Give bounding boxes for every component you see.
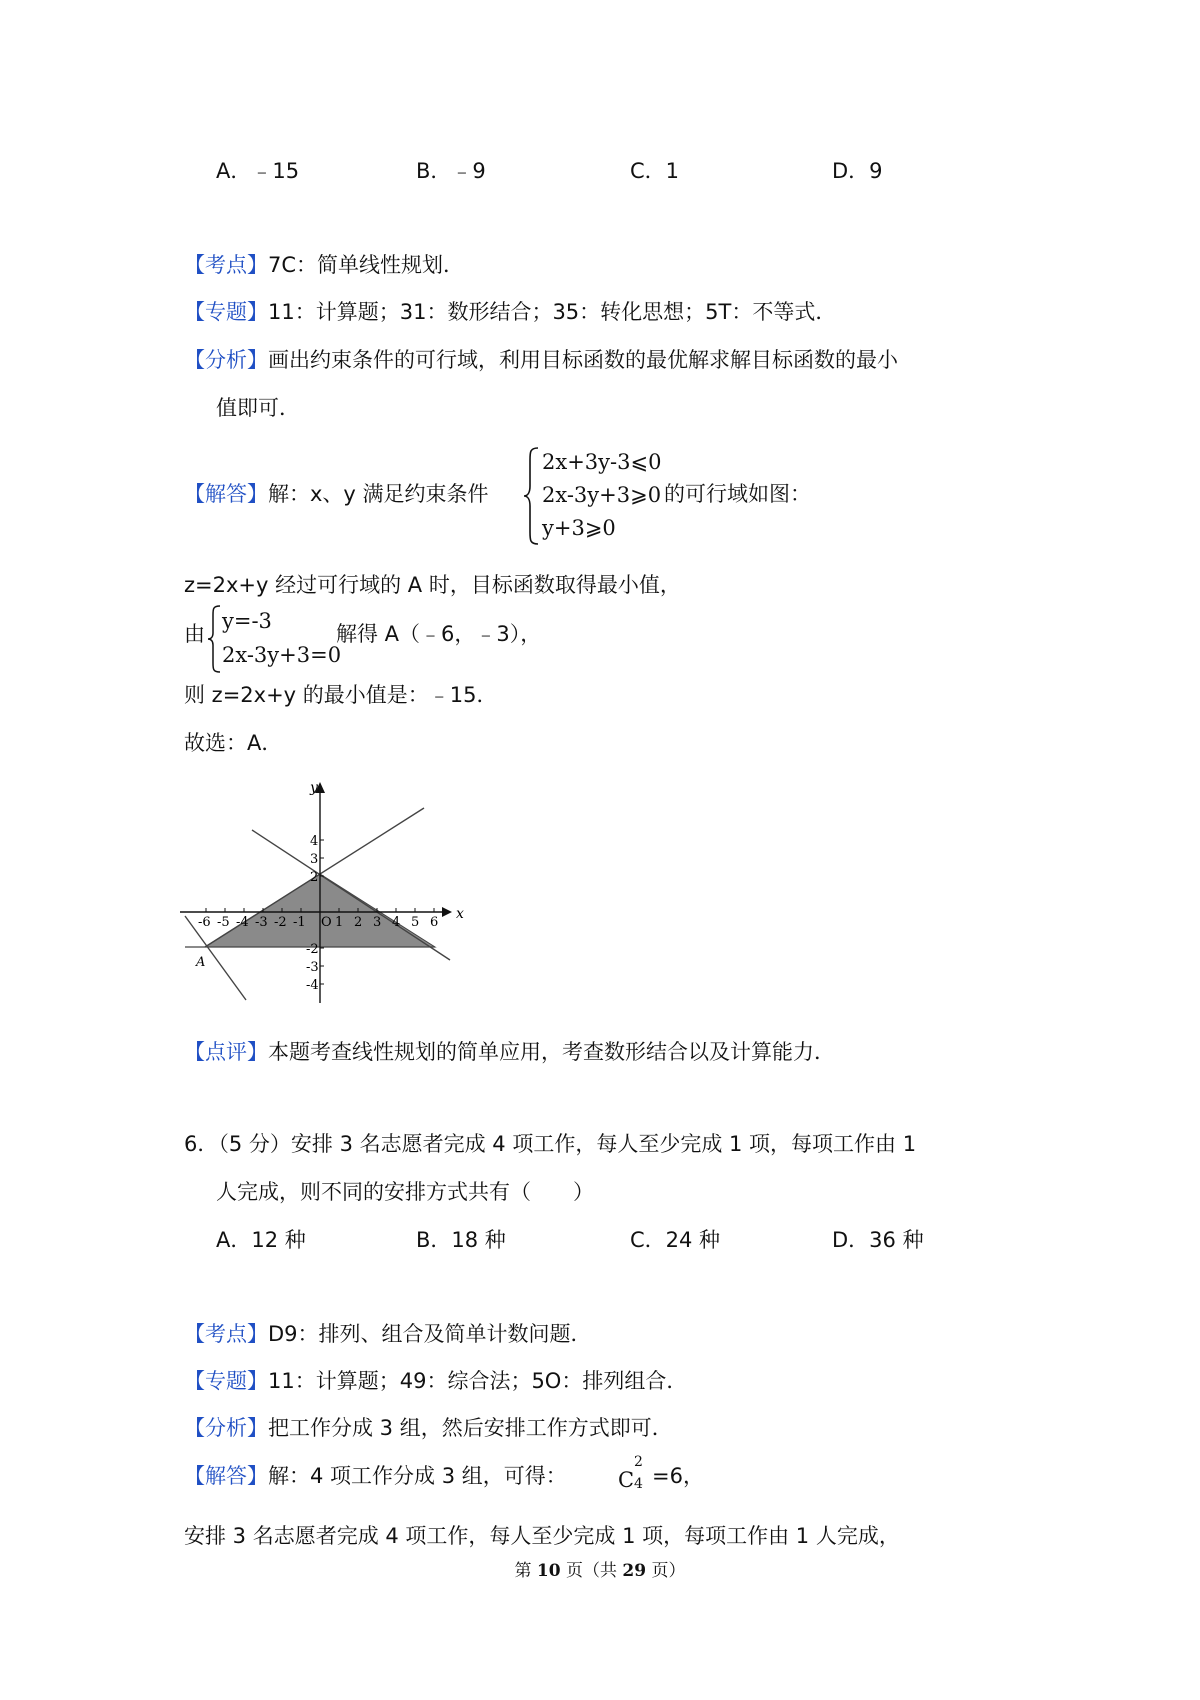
x-tick-label: 4 <box>392 915 401 930</box>
q6-option-c: C．24 种 <box>630 1228 721 1252</box>
x-tick-label: -5 <box>217 915 230 930</box>
footer-pre: 第 <box>514 1561 532 1581</box>
y-axis-label: y <box>310 780 318 796</box>
x-tick-label: -2 <box>274 915 287 930</box>
x-tick-label: 6 <box>430 915 439 930</box>
system2-eq-2: 2x-3y+3=0 <box>222 643 342 667</box>
constraint-brace <box>522 446 540 546</box>
q5-option-d: D．9 <box>832 159 883 183</box>
q6-jieda-tag: 【解答】 <box>184 1464 268 1488</box>
footer-post: 页） <box>651 1561 686 1581</box>
q6-jieda-text: 解：4 项工作分成 3 组，可得： <box>268 1464 567 1488</box>
point-a-label: A <box>196 955 206 970</box>
q6-kaodian-text: D9：排列、组合及简单计数问题． <box>268 1322 592 1346</box>
q6-fenxi-tag: 【分析】 <box>184 1416 268 1440</box>
x-axis-label: x <box>456 906 464 922</box>
q5-zhuanti-tag: 【专题】 <box>184 300 268 324</box>
system2-brace <box>206 604 222 674</box>
q5-kaodian <box>184 251 464 279</box>
x-tick-label: 5 <box>411 915 420 930</box>
q6-fenxi <box>184 1414 673 1442</box>
q6-fenxi-text: 把工作分成 3 组，然后安排工作方式即可． <box>268 1416 673 1440</box>
q6-zhuanti <box>184 1367 687 1395</box>
q6-option-b: B．18 种 <box>416 1228 506 1252</box>
q5-zhuanti-text: 11：计算题；31：数形结合；35：转化思想；5T：不等式． <box>268 300 837 324</box>
feasible-region-graph <box>180 776 470 1006</box>
x-tick-label: -6 <box>198 915 211 930</box>
system2 <box>222 604 341 672</box>
q6-stem-1: 6．（5 分）安排 3 名志愿者完成 4 项工作，每人至少完成 1 项，每项工作由 1 <box>184 1132 917 1156</box>
footer-mid: 页（共 <box>566 1561 617 1581</box>
x-tick-label: 2 <box>354 915 363 930</box>
x-tick-label: -1 <box>293 915 306 930</box>
q6-zhuanti-tag: 【专题】 <box>184 1369 268 1393</box>
combination-c-4-2 <box>618 1452 652 1496</box>
footer-page-number: 10 <box>536 1561 561 1581</box>
q5-option-c: C．1 <box>630 159 680 183</box>
origin-label: O <box>321 915 332 930</box>
comb-base: C <box>618 1468 635 1492</box>
y-tick-label: 2 <box>310 870 319 885</box>
q5-solve: 解得 A（﹣6，﹣3）， <box>336 622 542 646</box>
q5-jieda-tag: 【解答】 <box>184 482 268 506</box>
q5-zhuanti <box>184 298 836 326</box>
constraint-1: 2x+3y-3⩽0 <box>542 450 662 474</box>
q5-min-line: 则 z=2x+y 的最小值是：﹣15． <box>184 683 498 707</box>
comb-sup: 2 <box>634 1454 643 1470</box>
constraint-2: 2x-3y+3⩾0 <box>542 483 662 507</box>
x-tick-label: -4 <box>236 915 249 930</box>
q6-option-a: A．12 种 <box>216 1228 306 1252</box>
y-tick-label: 3 <box>310 852 319 867</box>
q6-kaodian-tag: 【考点】 <box>184 1322 268 1346</box>
q5-jieda-prefix: 解：x、y 满足约束条件 <box>268 482 489 506</box>
q5-jieda-suffix: 的可行域如图： <box>664 482 811 506</box>
q5-you: 由 <box>184 622 205 646</box>
q5-option-b: B．﹣9 <box>416 159 486 183</box>
footer-total-pages: 29 <box>622 1561 647 1581</box>
constraint-system <box>542 446 661 545</box>
q5-fenxi <box>184 346 898 374</box>
constraint-3: y+3⩾0 <box>542 516 616 540</box>
q5-line-z: z=2x+y 经过可行域的 A 时，目标函数取得最小值， <box>184 573 681 597</box>
q6-kaodian <box>184 1320 592 1348</box>
q6-option-d: D．36 种 <box>832 1228 924 1252</box>
x-tick-label: -3 <box>255 915 268 930</box>
x-axis-arrow <box>442 907 452 917</box>
q5-kaodian-text: 7C：简单线性规划． <box>268 253 465 277</box>
x-tick-label: 1 <box>335 915 344 930</box>
q5-jieda <box>184 480 489 508</box>
q5-dianping-tag: 【点评】 <box>184 1040 268 1064</box>
q6-stem-2: 人完成，则不同的安排方式共有（ ） <box>216 1180 594 1204</box>
q5-choose: 故选：A． <box>184 731 283 755</box>
y-tick-label: -4 <box>306 978 319 993</box>
system2-eq-1: y=-3 <box>222 609 272 633</box>
q5-fenxi-tag: 【分析】 <box>184 348 268 372</box>
y-tick-label: -3 <box>306 960 319 975</box>
q5-kaodian-tag: 【考点】 <box>184 253 268 277</box>
q5-fenxi-text-2: 值即可． <box>216 396 300 420</box>
q5-dianping-text: 本题考查线性规划的简单应用，考查数形结合以及计算能力． <box>268 1040 835 1064</box>
q6-comb-result: =6， <box>652 1464 704 1488</box>
q6-zhuanti-text: 11：计算题；49：综合法；5O：排列组合． <box>268 1369 688 1393</box>
q5-fenxi-text-1: 画出约束条件的可行域，利用目标函数的最优解求解目标函数的最小 <box>268 348 898 372</box>
q5-dianping <box>184 1038 835 1066</box>
x-tick-label: 3 <box>373 915 382 930</box>
comb-sub: 4 <box>634 1476 643 1492</box>
q6-jieda <box>184 1462 567 1490</box>
q6-last-line: 安排 3 名志愿者完成 4 项工作，每人至少完成 1 项，每项工作由 1 人完成， <box>184 1524 900 1548</box>
page-footer <box>0 1556 1200 1581</box>
y-tick-label: -2 <box>306 942 319 957</box>
y-tick-label: 4 <box>310 834 319 849</box>
q5-option-a: A．﹣15 <box>216 159 300 183</box>
